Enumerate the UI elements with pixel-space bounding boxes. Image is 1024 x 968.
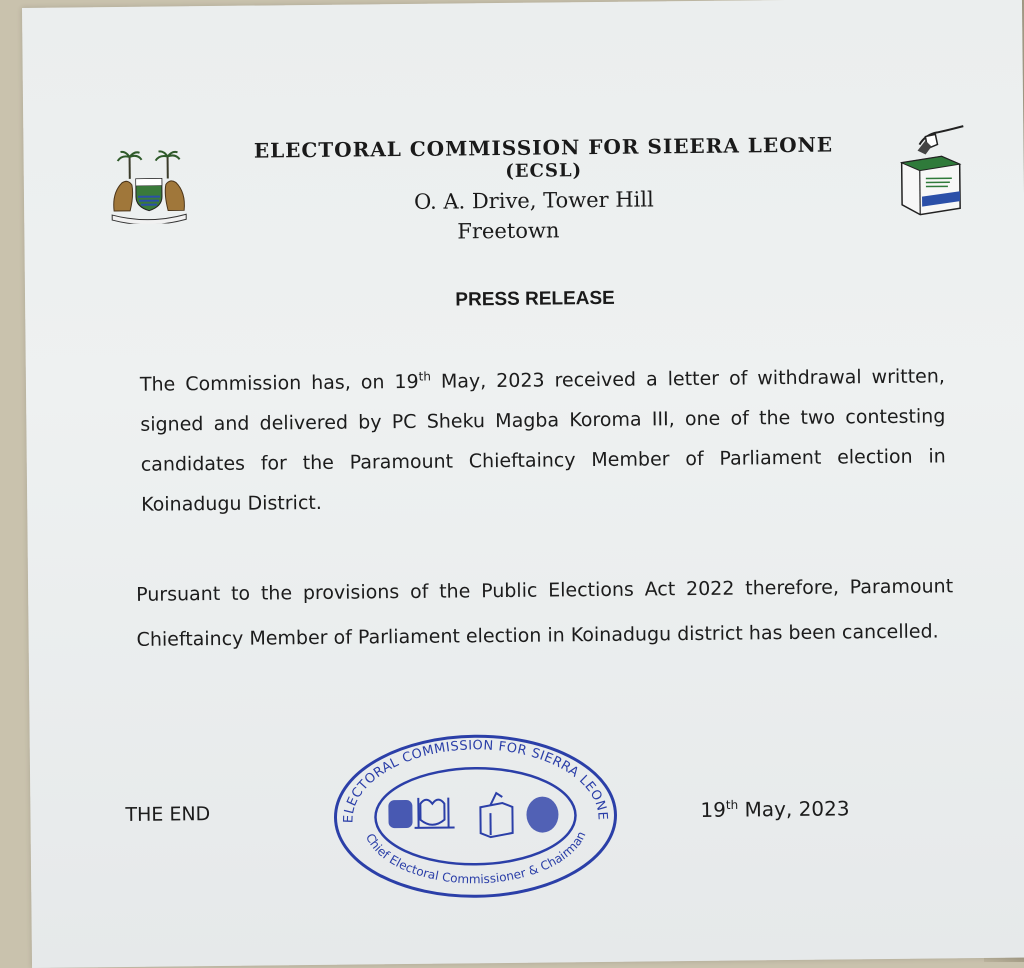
coat-of-arms-icon <box>107 148 190 224</box>
release-date <box>700 796 849 822</box>
paragraph1-start: The Commission has, on 19 <box>139 370 419 396</box>
stamp-bottom-text: Chief Electoral Commissioner & Chairman <box>362 829 589 887</box>
organization-abbreviation: (ECSL) <box>505 160 583 182</box>
paragraph-cancellation: Pursuant to the provisions of the Public Elections Act 2022 therefore, Paramount Chieftaincy Member of Parliament election in Koinadugu district has been cancelled. <box>136 575 954 651</box>
date-rest: May, 2023 <box>738 796 850 822</box>
official-stamp <box>330 730 622 903</box>
paragraph-withdrawal <box>140 356 947 524</box>
paragraph1-rest: May, 2023 received a letter of withdrawal written, signed and delivered by PC Sheku Magba Koroma III, one of the two contesting candidates for the Paramount Chieftaincy Member of Parliament election in Koinadugu District. <box>140 365 946 516</box>
press-release-document <box>22 0 1024 968</box>
address-line: O. A. Drive, Tower Hill <box>413 187 654 214</box>
stamp-emblem-left <box>388 800 412 828</box>
document-heading: PRESS RELEASE <box>455 287 615 311</box>
paragraph1-sup: th <box>418 369 431 384</box>
organization-name: ELECTORAL COMMISSION FOR SIEERA LEONE <box>253 132 834 163</box>
stamp-emblem-right <box>526 796 558 832</box>
stamp-top-text: ELECTORAL COMMISSION FOR SIERRA LEONE <box>341 738 610 824</box>
date-sup: th <box>725 797 739 813</box>
closing-text: THE END <box>125 803 211 826</box>
stamp-emblem-crest <box>414 798 454 828</box>
stamp-emblem-ballot <box>480 793 512 837</box>
address-city: Freetown <box>457 218 560 244</box>
date-day: 19 <box>700 797 727 822</box>
